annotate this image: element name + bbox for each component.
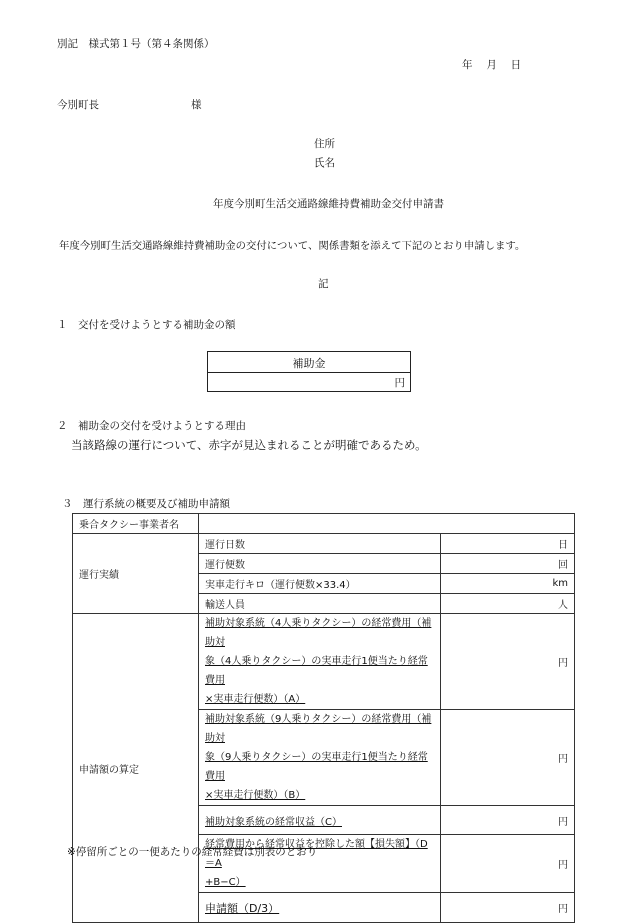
calc-item-label: 経常費用から経常収益を控除した額【損失額】（D＝A +B−C）: [199, 835, 441, 893]
operations-item-label: 輸送人員: [199, 594, 441, 614]
operations-item-unit: 人: [441, 594, 575, 614]
section2-heading: ２ 補助金の交付を受けようとする理由: [57, 420, 246, 432]
operations-item-unit: 日: [441, 534, 575, 554]
operations-item-label: 運行便数: [199, 554, 441, 574]
calc-item-unit: 円: [441, 614, 575, 710]
ki-marker: 記: [318, 278, 329, 290]
calc-item-label: 補助対象系統（9人乗りタクシー）の経常費用（補助対 象（9人乗りタクシー）の実車走行1便当たり経常費用 ×実車走行便数）（B）: [199, 710, 441, 806]
subsidy-unit: 円: [394, 377, 405, 389]
section3-heading: ３ 運行系統の概要及び補助申請額: [62, 498, 230, 510]
addressee-name: 今別町長: [57, 99, 99, 111]
subsidy-label: 補助金: [292, 357, 326, 370]
table-row: [73, 534, 575, 554]
table-row: [73, 514, 575, 534]
section2-reason: 当該路線の運行について、赤字が見込まれることが明確であるため。: [71, 438, 427, 452]
document-title: 年度今別町生活交通路線維持費補助金交付申請書: [213, 198, 444, 210]
intro-text: 年度今別町生活交通路線維持費補助金の交付について、関係書類を添えて下記のとおり申請します。: [59, 240, 526, 252]
date-line: 年 月 日: [462, 59, 522, 71]
table-row: [73, 614, 575, 710]
operations-table: [72, 513, 575, 923]
applicant-address-label: 住所: [314, 138, 335, 150]
applicant-name-label: 氏名: [314, 157, 335, 169]
form-id: 別記 様式第１号（第４条関係）: [57, 38, 215, 50]
operator-value: [199, 514, 575, 534]
calc-label: 申請額の算定: [73, 614, 199, 923]
calc-item-label: 申請額（D/3）: [199, 893, 441, 923]
operations-item-unit: km: [441, 574, 575, 594]
calc-item-unit: 円: [441, 893, 575, 923]
operations-item-unit: 回: [441, 554, 575, 574]
subsidy-amount-box: [207, 351, 411, 392]
calc-item-unit: 円: [441, 710, 575, 806]
calc-item-unit: 円: [441, 835, 575, 893]
calc-item-label: 補助対象系統（4人乗りタクシー）の経常費用（補助対 象（4人乗りタクシー）の実車走行1便当たり経常費用 ×実車走行便数）（A）: [199, 614, 441, 710]
operator-label: 乗合タクシー事業者名: [73, 514, 199, 534]
calc-item-unit: 円: [441, 806, 575, 835]
section1-heading: １ 交付を受けようとする補助金の額: [57, 319, 236, 331]
footnote: ※停留所ごとの一便あたりの経常経費は別表のとおり: [67, 846, 318, 858]
addressee-honorific: 様: [191, 99, 202, 111]
operations-item-label: 実車走行キロ（運行便数×33.4）: [199, 574, 441, 594]
operations-label: 運行実績: [73, 534, 199, 614]
calc-item-label: 補助対象系統の経常収益（C）: [199, 806, 441, 835]
operations-item-label: 運行日数: [199, 534, 441, 554]
